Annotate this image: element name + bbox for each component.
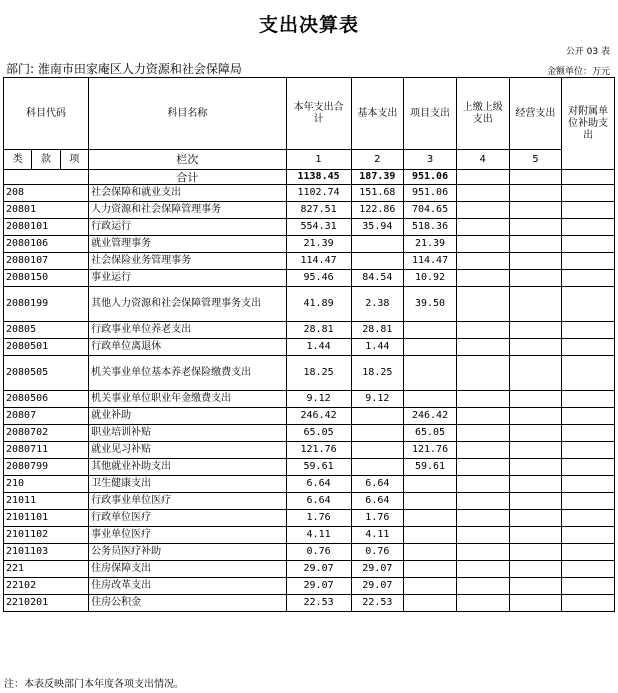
total-col3: 951.06 <box>404 170 457 185</box>
subject-code-cell: 2080107 <box>4 253 89 270</box>
operating-expenditure-cell <box>509 425 562 442</box>
project-expenditure-cell <box>404 510 457 527</box>
subsidiary-subsidy-cell <box>562 527 615 544</box>
remit-superior-cell <box>456 561 509 578</box>
subject-code-cell: 2101103 <box>4 544 89 561</box>
table-row <box>4 185 615 202</box>
expenditure-table <box>3 77 615 612</box>
total-expenditure-cell: 6.64 <box>286 493 351 510</box>
table-row <box>4 493 615 510</box>
remit-superior-cell <box>456 476 509 493</box>
table-row <box>4 236 615 253</box>
amount-unit: 金额单位：万元 <box>546 67 610 77</box>
table-row <box>4 425 615 442</box>
remit-superior-cell <box>456 287 509 322</box>
total-expenditure-cell: 95.46 <box>286 270 351 287</box>
operating-expenditure-cell <box>509 578 562 595</box>
subject-code-cell: 2210201 <box>4 595 89 612</box>
table-row <box>4 476 615 493</box>
project-expenditure-cell: 121.76 <box>404 442 457 459</box>
project-expenditure-cell <box>404 561 457 578</box>
basic-expenditure-cell: 1.44 <box>351 339 404 356</box>
basic-expenditure-cell: 2.38 <box>351 287 404 322</box>
subject-name-cell: 就业补助 <box>89 408 287 425</box>
operating-expenditure-cell <box>509 253 562 270</box>
operating-expenditure-cell <box>509 476 562 493</box>
project-expenditure-cell <box>404 356 457 391</box>
remit-superior-cell <box>456 578 509 595</box>
total-expenditure-cell: 18.25 <box>286 356 351 391</box>
basic-expenditure-cell: 35.94 <box>351 219 404 236</box>
subject-name-cell: 行政单位离退休 <box>89 339 287 356</box>
table-row <box>4 202 615 219</box>
subject-code-cell: 2080501 <box>4 339 89 356</box>
table-row <box>4 356 615 391</box>
subsidiary-subsidy-cell <box>562 425 615 442</box>
total-expenditure-cell: 6.64 <box>286 476 351 493</box>
total-expenditure-cell: 827.51 <box>286 202 351 219</box>
basic-expenditure-cell <box>351 459 404 476</box>
total-col1: 1138.45 <box>286 170 351 185</box>
operating-expenditure-cell <box>509 442 562 459</box>
project-expenditure-cell <box>404 493 457 510</box>
basic-expenditure-cell: 84.54 <box>351 270 404 287</box>
table-row <box>4 578 615 595</box>
project-expenditure-cell <box>404 339 457 356</box>
basic-expenditure-cell: 9.12 <box>351 391 404 408</box>
project-expenditure-cell <box>404 544 457 561</box>
subject-name-cell: 公务员医疗补助 <box>89 544 287 561</box>
col-index-2: 2 <box>351 150 404 170</box>
remit-superior-cell <box>456 219 509 236</box>
form-code: 公开 03 表 <box>565 47 610 57</box>
basic-expenditure-cell: 22.53 <box>351 595 404 612</box>
subject-code-cell: 2080106 <box>4 236 89 253</box>
project-expenditure-cell: 65.05 <box>404 425 457 442</box>
subsidiary-subsidy-cell <box>562 287 615 322</box>
subsidiary-subsidy-cell <box>562 391 615 408</box>
total-expenditure-cell: 0.76 <box>286 544 351 561</box>
total-expenditure-cell: 114.47 <box>286 253 351 270</box>
remit-superior-cell <box>456 339 509 356</box>
basic-expenditure-cell: 28.81 <box>351 322 404 339</box>
subject-name-cell: 社会保险业务管理事务 <box>89 253 287 270</box>
basic-expenditure-cell: 29.07 <box>351 561 404 578</box>
subject-name-cell: 其他人力资源和社会保障管理事务支出 <box>89 287 287 322</box>
col-index-4: 4 <box>456 150 509 170</box>
basic-expenditure-cell: 18.25 <box>351 356 404 391</box>
subject-name-cell: 机关事业单位职业年金缴费支出 <box>89 391 287 408</box>
total-expenditure-cell: 28.81 <box>286 322 351 339</box>
table-row <box>4 219 615 236</box>
table-row <box>4 322 615 339</box>
subsidiary-subsidy-cell <box>562 408 615 425</box>
basic-expenditure-cell: 151.68 <box>351 185 404 202</box>
subject-code-cell: 210 <box>4 476 89 493</box>
total-expenditure-cell: 554.31 <box>286 219 351 236</box>
subsidiary-subsidy-cell <box>562 202 615 219</box>
total-expenditure-cell: 1102.74 <box>286 185 351 202</box>
subsidiary-subsidy-cell <box>562 339 615 356</box>
remit-superior-cell <box>456 425 509 442</box>
project-expenditure-cell <box>404 527 457 544</box>
operating-expenditure-cell <box>509 510 562 527</box>
subsidiary-subsidy-cell <box>562 219 615 236</box>
operating-expenditure-cell <box>509 185 562 202</box>
table-note: 注：本表反映部门本年度各项支出情况。 <box>4 679 184 690</box>
remit-superior-cell <box>456 270 509 287</box>
subject-code-cell: 2080199 <box>4 287 89 322</box>
basic-expenditure-cell: 6.64 <box>351 493 404 510</box>
total-expenditure-cell: 246.42 <box>286 408 351 425</box>
page-title: 支出决算表 <box>258 14 359 36</box>
total-row <box>4 170 615 185</box>
project-expenditure-cell: 951.06 <box>404 185 457 202</box>
header-xiang: 项 <box>60 150 88 170</box>
total-expenditure-cell: 22.53 <box>286 595 351 612</box>
subsidiary-subsidy-cell <box>562 442 615 459</box>
subject-code-cell: 20805 <box>4 322 89 339</box>
subject-name-cell: 机关事业单位基本养老保险缴费支出 <box>89 356 287 391</box>
subject-name-cell: 行政运行 <box>89 219 287 236</box>
subject-name-cell: 行政单位医疗 <box>89 510 287 527</box>
header-row <box>4 78 615 150</box>
subsidiary-subsidy-cell <box>562 356 615 391</box>
subject-code-cell: 20801 <box>4 202 89 219</box>
subject-code-cell: 2080506 <box>4 391 89 408</box>
basic-expenditure-cell <box>351 236 404 253</box>
table-row <box>4 527 615 544</box>
basic-expenditure-cell <box>351 442 404 459</box>
basic-expenditure-cell: 4.11 <box>351 527 404 544</box>
total-expenditure-cell: 9.12 <box>286 391 351 408</box>
header-subject-name: 科目名称 <box>89 78 287 150</box>
subsidiary-subsidy-cell <box>562 476 615 493</box>
total-label: 合计 <box>89 170 287 185</box>
remit-superior-cell <box>456 202 509 219</box>
project-expenditure-cell <box>404 476 457 493</box>
subsidiary-subsidy-cell <box>562 493 615 510</box>
subsidiary-subsidy-cell <box>562 253 615 270</box>
header-subsidiary-subsidy: 对附属单位补助支出 <box>562 78 615 170</box>
subject-name-cell: 社会保障和就业支出 <box>89 185 287 202</box>
basic-expenditure-cell <box>351 425 404 442</box>
remit-superior-cell <box>456 544 509 561</box>
operating-expenditure-cell <box>509 408 562 425</box>
remit-superior-cell <box>456 595 509 612</box>
total-expenditure-cell: 29.07 <box>286 578 351 595</box>
remit-superior-cell <box>456 185 509 202</box>
col-index-1: 1 <box>286 150 351 170</box>
subsidiary-subsidy-cell <box>562 322 615 339</box>
subsidiary-subsidy-cell <box>562 561 615 578</box>
subject-name-cell: 事业单位医疗 <box>89 527 287 544</box>
table-row <box>4 442 615 459</box>
total-expenditure-cell: 1.76 <box>286 510 351 527</box>
subsidiary-subsidy-cell <box>562 595 615 612</box>
subsidiary-subsidy-cell <box>562 236 615 253</box>
remit-superior-cell <box>456 510 509 527</box>
subject-name-cell: 行政事业单位养老支出 <box>89 322 287 339</box>
table-row <box>4 287 615 322</box>
remit-superior-cell <box>456 322 509 339</box>
header-row-sub <box>4 150 615 170</box>
operating-expenditure-cell <box>509 356 562 391</box>
header-basic-expenditure: 基本支出 <box>351 78 404 150</box>
subject-name-cell: 就业管理事务 <box>89 236 287 253</box>
project-expenditure-cell: 10.92 <box>404 270 457 287</box>
operating-expenditure-cell <box>509 459 562 476</box>
operating-expenditure-cell <box>509 236 562 253</box>
table-row <box>4 544 615 561</box>
total-expenditure-cell: 59.61 <box>286 459 351 476</box>
subject-name-cell: 人力资源和社会保障管理事务 <box>89 202 287 219</box>
remit-superior-cell <box>456 442 509 459</box>
header-total-expenditure: 本年支出合计 <box>286 78 351 150</box>
basic-expenditure-cell: 122.86 <box>351 202 404 219</box>
project-expenditure-cell: 704.65 <box>404 202 457 219</box>
total-col2: 187.39 <box>351 170 404 185</box>
subsidiary-subsidy-cell <box>562 459 615 476</box>
subsidiary-subsidy-cell <box>562 510 615 527</box>
project-expenditure-cell <box>404 391 457 408</box>
subject-code-cell: 2080101 <box>4 219 89 236</box>
operating-expenditure-cell <box>509 339 562 356</box>
header-remit-superior: 上缴上级支出 <box>456 78 509 150</box>
table-row <box>4 561 615 578</box>
operating-expenditure-cell <box>509 595 562 612</box>
project-expenditure-cell: 518.36 <box>404 219 457 236</box>
total-expenditure-cell: 121.76 <box>286 442 351 459</box>
project-expenditure-cell: 39.50 <box>404 287 457 322</box>
header-lanci: 栏次 <box>89 150 287 170</box>
total-expenditure-cell: 1.44 <box>286 339 351 356</box>
subject-code-cell: 2101101 <box>4 510 89 527</box>
subsidiary-subsidy-cell <box>562 270 615 287</box>
project-expenditure-cell: 59.61 <box>404 459 457 476</box>
remit-superior-cell <box>456 236 509 253</box>
subject-code-cell: 22102 <box>4 578 89 595</box>
subject-name-cell: 卫生健康支出 <box>89 476 287 493</box>
basic-expenditure-cell: 6.64 <box>351 476 404 493</box>
table-row <box>4 391 615 408</box>
basic-expenditure-cell: 1.76 <box>351 510 404 527</box>
subject-name-cell: 事业运行 <box>89 270 287 287</box>
col-index-3: 3 <box>404 150 457 170</box>
total-expenditure-cell: 21.39 <box>286 236 351 253</box>
project-expenditure-cell <box>404 595 457 612</box>
remit-superior-cell <box>456 408 509 425</box>
project-expenditure-cell: 21.39 <box>404 236 457 253</box>
subject-name-cell: 住房保障支出 <box>89 561 287 578</box>
operating-expenditure-cell <box>509 544 562 561</box>
subject-code-cell: 2080505 <box>4 356 89 391</box>
project-expenditure-cell: 246.42 <box>404 408 457 425</box>
remit-superior-cell <box>456 391 509 408</box>
operating-expenditure-cell <box>509 527 562 544</box>
department-label: 部门: 淮南市田家庵区人力资源和社会保障局 <box>6 62 242 76</box>
subject-code-cell: 2080150 <box>4 270 89 287</box>
subject-name-cell: 就业见习补贴 <box>89 442 287 459</box>
project-expenditure-cell: 114.47 <box>404 253 457 270</box>
header-operating-expenditure: 经营支出 <box>509 78 562 150</box>
operating-expenditure-cell <box>509 219 562 236</box>
operating-expenditure-cell <box>509 493 562 510</box>
subject-code-cell: 2101102 <box>4 527 89 544</box>
basic-expenditure-cell: 29.07 <box>351 578 404 595</box>
table-row <box>4 253 615 270</box>
basic-expenditure-cell <box>351 253 404 270</box>
header-project-expenditure: 项目支出 <box>404 78 457 150</box>
subsidiary-subsidy-cell <box>562 185 615 202</box>
subsidiary-subsidy-cell <box>562 544 615 561</box>
total-expenditure-cell: 29.07 <box>286 561 351 578</box>
header-lei: 类 <box>4 150 32 170</box>
subject-code-cell: 208 <box>4 185 89 202</box>
project-expenditure-cell <box>404 322 457 339</box>
operating-expenditure-cell <box>509 322 562 339</box>
subject-name-cell: 住房改革支出 <box>89 578 287 595</box>
table-row <box>4 510 615 527</box>
total-expenditure-cell: 65.05 <box>286 425 351 442</box>
col-index-5: 5 <box>509 150 562 170</box>
operating-expenditure-cell <box>509 287 562 322</box>
subject-code-cell: 221 <box>4 561 89 578</box>
table-row <box>4 270 615 287</box>
subject-name-cell: 其他就业补助支出 <box>89 459 287 476</box>
operating-expenditure-cell <box>509 561 562 578</box>
subject-code-cell: 21011 <box>4 493 89 510</box>
subject-code-cell: 2080702 <box>4 425 89 442</box>
subject-code-cell: 20807 <box>4 408 89 425</box>
operating-expenditure-cell <box>509 391 562 408</box>
table-row <box>4 408 615 425</box>
remit-superior-cell <box>456 253 509 270</box>
total-expenditure-cell: 4.11 <box>286 527 351 544</box>
basic-expenditure-cell: 0.76 <box>351 544 404 561</box>
subject-code-cell: 2080711 <box>4 442 89 459</box>
remit-superior-cell <box>456 527 509 544</box>
subject-code-cell: 2080799 <box>4 459 89 476</box>
table-row <box>4 595 615 612</box>
project-expenditure-cell <box>404 578 457 595</box>
header-kuan: 款 <box>32 150 60 170</box>
remit-superior-cell <box>456 356 509 391</box>
subject-name-cell: 行政事业单位医疗 <box>89 493 287 510</box>
table-row <box>4 459 615 476</box>
operating-expenditure-cell <box>509 270 562 287</box>
subject-name-cell: 职业培训补贴 <box>89 425 287 442</box>
table-row <box>4 339 615 356</box>
header-subject-code: 科目代码 <box>4 78 89 150</box>
operating-expenditure-cell <box>509 202 562 219</box>
total-expenditure-cell: 41.89 <box>286 287 351 322</box>
subject-name-cell: 住房公积金 <box>89 595 287 612</box>
subsidiary-subsidy-cell <box>562 578 615 595</box>
remit-superior-cell <box>456 459 509 476</box>
basic-expenditure-cell <box>351 408 404 425</box>
remit-superior-cell <box>456 493 509 510</box>
